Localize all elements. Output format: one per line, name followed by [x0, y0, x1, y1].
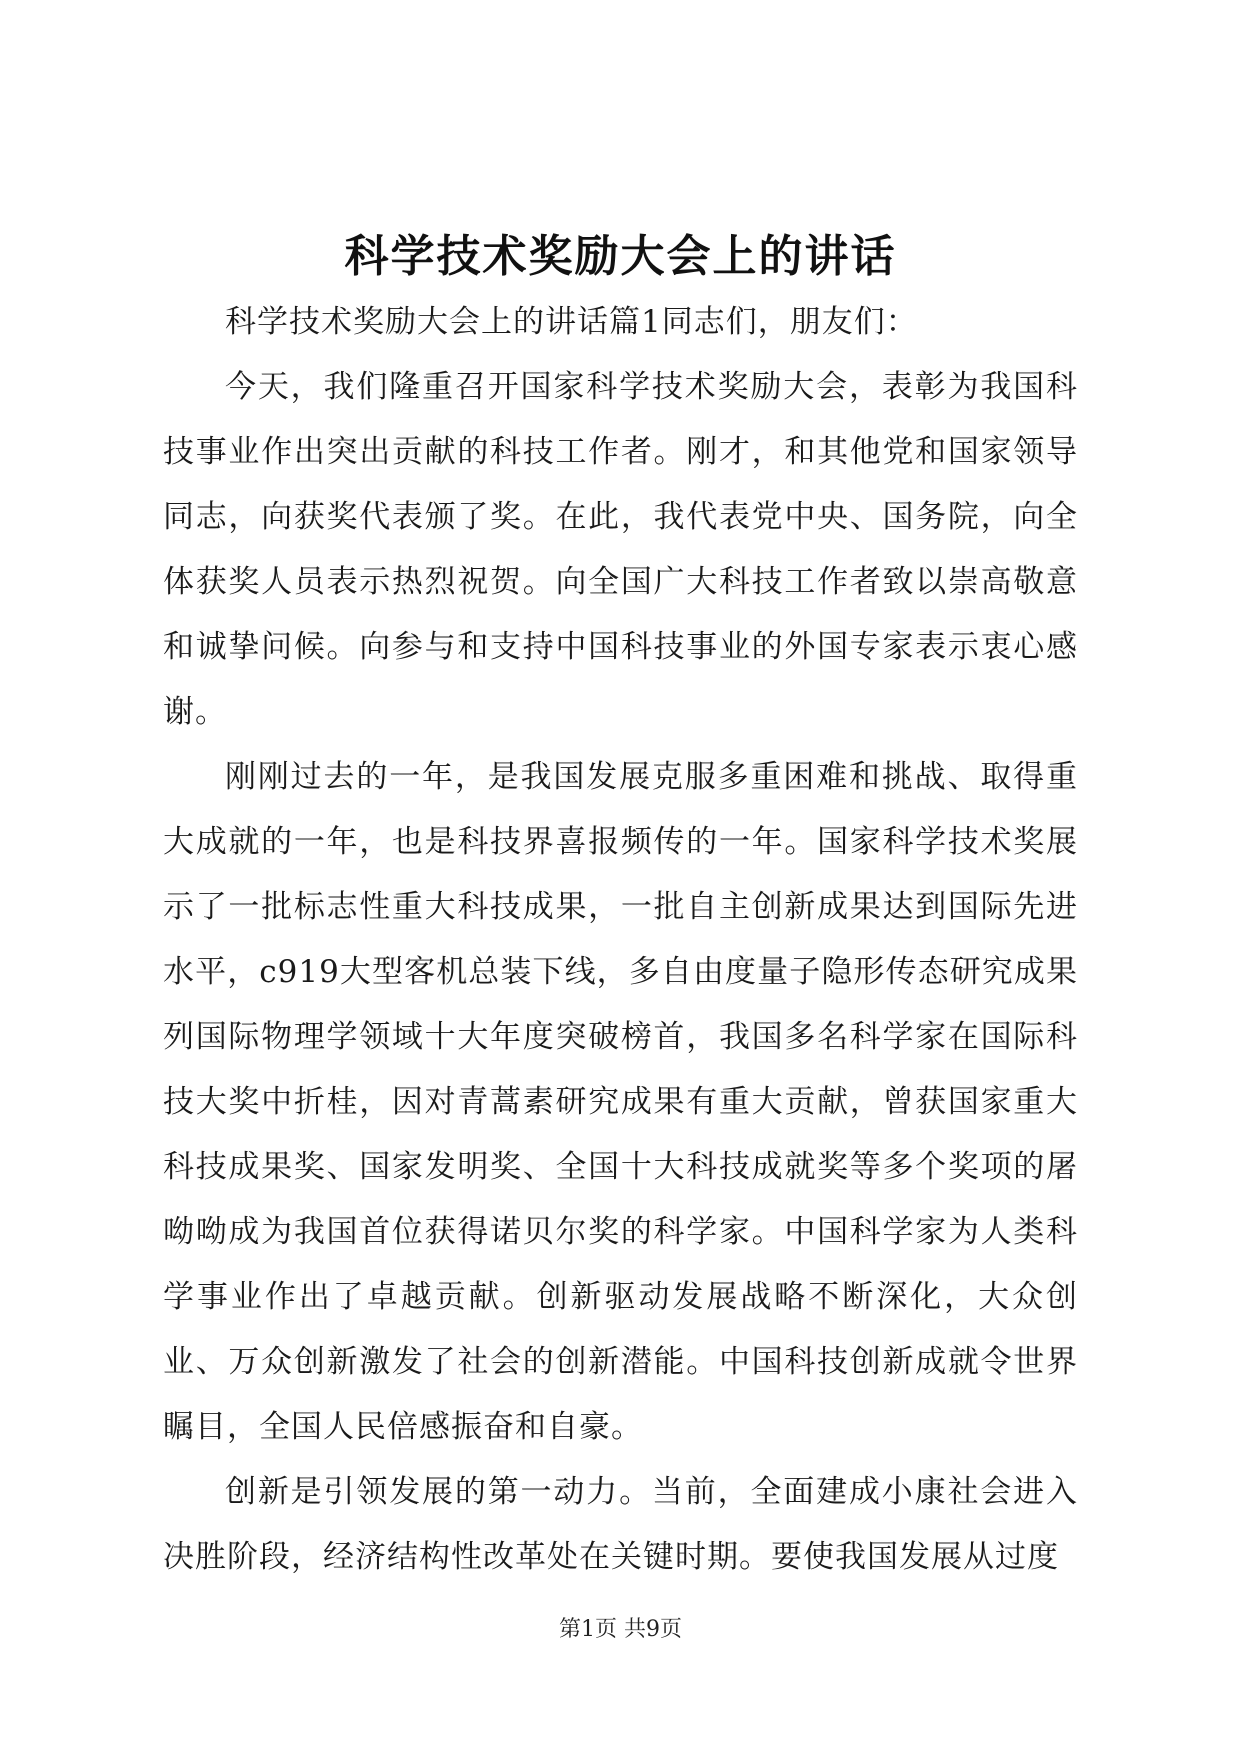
paragraph-1: 科学技术奖励大会上的讲话篇1同志们，朋友们：: [225, 304, 918, 340]
page-footer: 第1页 共9页: [559, 1617, 682, 1642]
paragraph-4: 创新是引领发展的第一动力。当前，全面建成小康社会进入决胜阶段，经济结构性改革处在关键时期。要使我国发展从过度: [163, 1474, 1078, 1575]
document-title: 科学技术奖励大会上的讲话: [344, 231, 897, 282]
document-body: [163, 290, 1078, 1590]
paragraph-3: 刚刚过去的一年，是我国发展克服多重困难和挑战、取得重大成就的一年，也是科技界喜报频传的一年。国家科学技术奖展示了一批标志性重大科技成果，一批自主创新成果达到国际先进水平，c919大型客机总装下线，多自由度量子隐形传态研究成果列国际物理学领域十大年度突破榜首，我国多名科学家在国际科技大奖中折桂，因对青蒿素研究成果有重大贡献，曾获国家重大科技成果奖、国家发明奖、全国十大科技成就奖等多个奖项的屠呦呦成为我国首位获得诺贝尔奖的科学家。中国科学家为人类科学事业作出了卓越贡献。创新驱动发展战略不断深化，大众创业、万众创新激发了社会的创新潜能。中国科技创新成就令世界瞩目，全国人民倍感振奋和自豪。: [163, 759, 1078, 1445]
paragraph-2: 今天，我们隆重召开国家科学技术奖励大会，表彰为我国科技事业作出突出贡献的科技工作者。刚才，和其他党和国家领导同志，向获奖代表颁了奖。在此，我代表党中央、国务院，向全体获奖人员表示热烈祝贺。向全国广大科技工作者致以崇高敬意和诚挚问候。向参与和支持中国科技事业的外国专家表示衷心感谢。: [163, 369, 1078, 730]
